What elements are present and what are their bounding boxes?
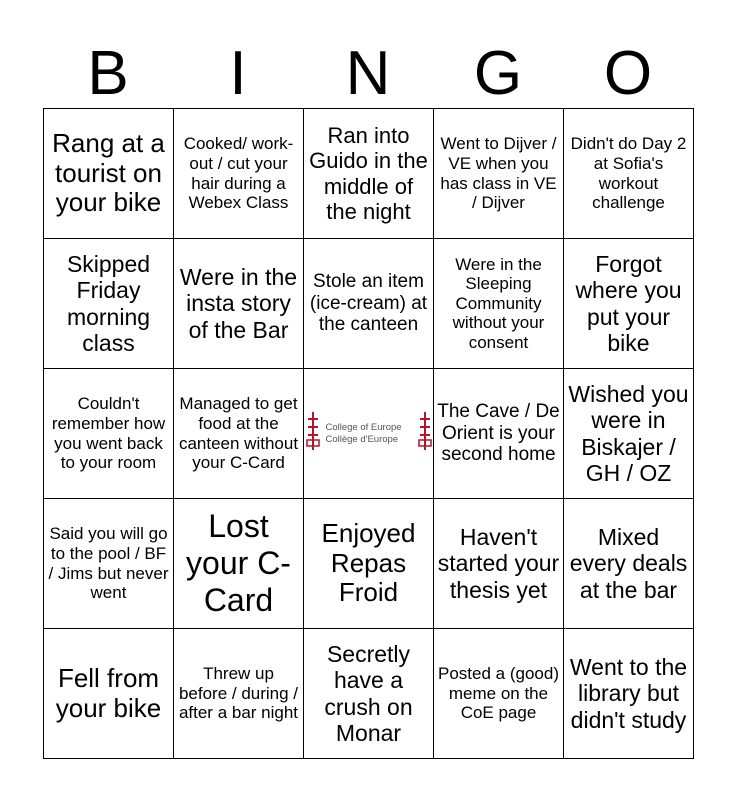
coe-emblem-right-icon [418,410,432,458]
board-row [44,499,694,629]
bingo-cell[interactable]: Posted a (good) meme on the CoE page [434,629,564,759]
bingo-cell[interactable]: Haven't started your thesis yet [434,499,564,629]
bingo-cell[interactable]: Wished you were in Biskajer / GH / OZ [564,369,694,499]
bingo-cell[interactable]: Forgot where you put your bike [564,239,694,369]
header-letter-i: I [229,39,247,108]
coe-emblem-left-icon [306,410,320,458]
logo-text [320,422,418,446]
bingo-cell[interactable]: Didn't do Day 2 at Sofia's workout challenge [564,109,694,239]
bingo-cell[interactable]: Ran into Guido in the middle of the night [304,109,434,239]
board-row [44,109,694,239]
free-space-cell[interactable] [304,369,434,499]
bingo-cell[interactable]: Were in the insta story of the Bar [174,239,304,369]
bingo-cell[interactable]: Stole an item (ice-cream) at the canteen [304,239,434,369]
board-row [44,369,694,499]
header-letter-g: G [473,39,523,108]
header-letter-o: O [603,39,653,108]
header-letter-b: B [87,39,129,108]
bingo-cell[interactable]: Mixed every deals at the bar [564,499,694,629]
bingo-cell[interactable]: Couldn't remember how you went back to your room [44,369,174,499]
bingo-cell[interactable]: Rang at a tourist on your bike [44,109,174,239]
bingo-cell[interactable]: The Cave / De Orient is your second home [434,369,564,499]
bingo-cell[interactable]: Lost your C-Card [174,499,304,629]
bingo-cell[interactable]: Managed to get food at the canteen without your C-Card [174,369,304,499]
board-row [44,629,694,759]
bingo-cell[interactable]: Fell from your bike [44,629,174,759]
college-of-europe-logo [306,404,432,464]
bingo-cell[interactable]: Skipped Friday morning class [44,239,174,369]
bingo-cell[interactable]: Threw up before / during / after a bar night [174,629,304,759]
board-row [44,239,694,369]
bingo-cell[interactable]: Went to the library but didn't study [564,629,694,759]
bingo-board [43,108,694,759]
logo-line-english: College of Europe [325,421,402,433]
bingo-cell[interactable]: Secretly have a crush on Monar [304,629,434,759]
bingo-cell[interactable]: Went to Dijver / VE when you has class in VE / Dijver [434,109,564,239]
bingo-cell[interactable]: Were in the Sleeping Community without your consent [434,239,564,369]
logo-line-french: Collège d'Europe [325,433,399,445]
bingo-cell[interactable]: Enjoyed Repas Froid [304,499,434,629]
bingo-header [43,40,693,108]
bingo-cell[interactable]: Said you will go to the pool / BF / Jims but never went [44,499,174,629]
bingo-cell[interactable]: Cooked/ work-out / cut your hair during a Webex Class [174,109,304,239]
header-letter-n: N [345,39,391,108]
